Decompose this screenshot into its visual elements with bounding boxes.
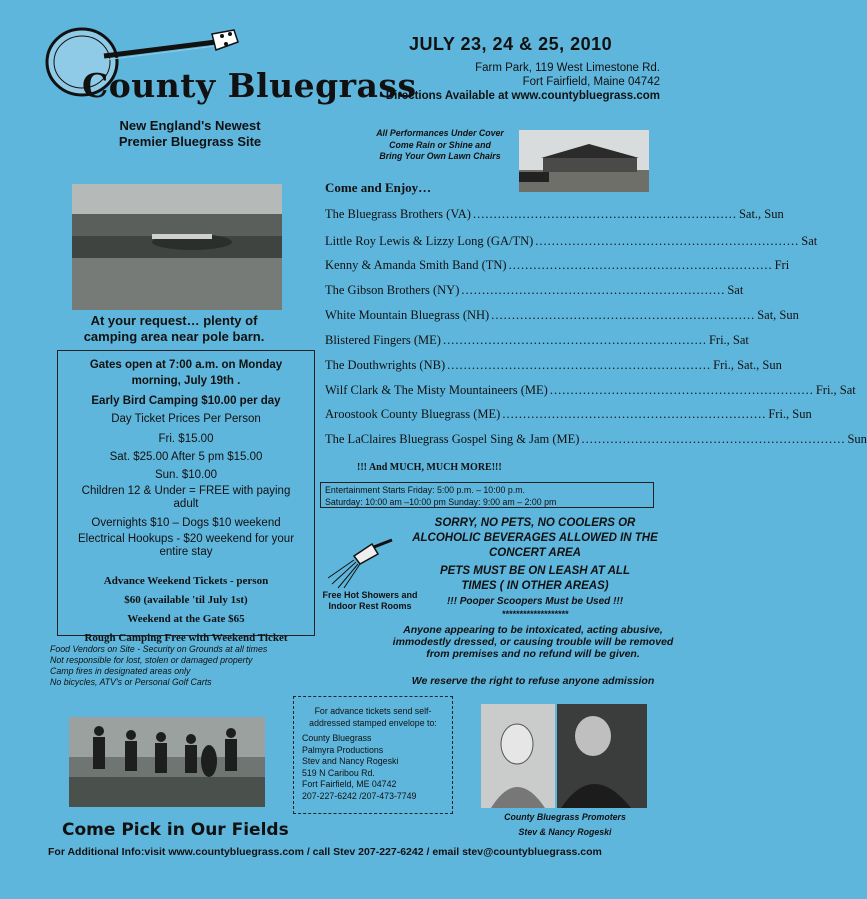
pole-barn-photo <box>519 130 649 192</box>
band-row <box>325 234 818 249</box>
band-days: Fri., Sat <box>815 383 856 397</box>
mail-heading: For advance tickets send self-addressed stamped envelope to: <box>309 706 437 728</box>
aerial-photo <box>72 184 282 310</box>
band-days: Sun <box>847 432 867 446</box>
mail-line: Stev and Nancy Rogeski <box>302 756 399 766</box>
address-line: Farm Park, 119 West Limestone Rd. <box>475 62 660 74</box>
vendors-line: No bicycles, ATV's or Personal Golf Carts <box>50 677 212 687</box>
camping-note <box>62 313 286 345</box>
band-days: Sat <box>727 283 744 297</box>
band-days: Fri <box>774 258 790 272</box>
reserve-right: We reserve the right to refuse anyone admission <box>411 675 655 687</box>
overnights: Overnights $10 – Dogs $10 weekend <box>91 517 281 529</box>
band-name: The Bluegrass Brothers (VA) <box>325 207 471 221</box>
vendors-line: Food Vendors on Site - Security on Grounds at all times <box>50 644 268 654</box>
band-name: Little Roy Lewis & Lizzy Long (GA/TN) <box>325 234 534 248</box>
promoters-line: County Bluegrass Promoters <box>504 812 626 822</box>
showers-line: Free Hot Showers and <box>322 590 418 600</box>
price-sun: Sun. $10.00 <box>154 469 218 481</box>
band-name: Aroostook County Bluegrass (ME) <box>325 407 501 421</box>
band-row <box>325 407 812 422</box>
price-fri: Fri. $15.00 <box>158 433 214 445</box>
entertainment-hours <box>320 482 654 508</box>
leader-dots: ................................................................ <box>535 234 800 248</box>
shower-icon <box>326 536 400 590</box>
leader-dots: ................................................................ <box>491 308 756 322</box>
mail-line: Palmyra Productions <box>302 744 384 755</box>
conduct-note: Anyone appearing to be intoxicated, acting abusive, immodestly dressed, or causing trouble will be removed from premises and no refund will be given. <box>392 624 674 660</box>
hours-line: Saturday: 10:00 am –10:00 pm Sunday: 9:00 am – 2:00 pm <box>325 497 557 507</box>
mail-order-box <box>293 696 453 814</box>
leader-dots: ................................................................ <box>447 358 712 372</box>
gates-open: Gates open at 7:00 a.m. on Monday morning, July 19th . <box>89 359 283 387</box>
band-name: White Mountain Bluegrass (NH) <box>325 308 490 322</box>
hours-line: Entertainment Starts Friday: 5:00 p.m. – 10:00 p.m. <box>325 485 525 495</box>
band-name: The LaClaires Bluegrass Gospel Sing & Jam (ME) <box>325 432 580 446</box>
mail-line: 519 N Caribou Rd. <box>302 767 375 778</box>
band-row <box>325 432 867 447</box>
price-sat: Sat. $25.00 After 5 pm $15.00 <box>109 451 263 463</box>
policy-line: !!! Pooper Scoopers Must be Used !!! <box>446 596 624 607</box>
tagline-line: New England's Newest <box>119 118 261 133</box>
band-days: Sat., Sun <box>738 207 784 221</box>
band-days: Sat, Sun <box>757 308 799 322</box>
policy-line: PETS MUST BE ON LEASH AT ALL <box>440 565 630 577</box>
band-row <box>325 258 790 273</box>
band-name: The Gibson Brothers (NY) <box>325 283 460 297</box>
mail-line: 207-227-6242 /207-473-7749 <box>302 790 417 801</box>
advance-heading: Advance Weekend Tickets - person <box>103 575 269 587</box>
leader-dots: ................................................................ <box>581 432 846 446</box>
band-row <box>325 333 749 348</box>
gate-price: Weekend at the Gate $65 <box>127 613 245 625</box>
band-photo <box>69 717 265 807</box>
band-days: Sat <box>801 234 818 248</box>
band-days: Fri., Sun <box>768 407 812 421</box>
vendors-line: Camp fires in designated areas only <box>50 666 191 676</box>
policy-line: ******************* <box>501 609 569 619</box>
rough-camping: Rough Camping Free with Weekend Ticket <box>84 632 288 644</box>
venue-address <box>360 61 660 103</box>
day-ticket-heading: Day Ticket Prices Per Person <box>111 413 261 425</box>
advance-price: $60 (available 'til July 1st) <box>124 594 248 606</box>
policies <box>400 516 670 619</box>
leader-dots: ................................................................ <box>502 407 767 421</box>
directions-link[interactable]: Directions Available at www.countybluegrass.com <box>385 90 660 102</box>
cover-note <box>360 128 520 163</box>
cover-note-line: All Performances Under Cover <box>376 128 504 138</box>
band-days: Fri., Sat., Sun <box>713 358 782 372</box>
policy-line: TIMES ( IN OTHER AREAS) <box>461 580 609 592</box>
camping-line: camping area near pole barn. <box>83 329 265 344</box>
children-note: Children 12 & Under = FREE with paying adult <box>81 485 291 510</box>
band-row <box>325 283 744 298</box>
policy-line: CONCERT AREA <box>488 547 581 559</box>
leader-dots: ................................................................ <box>461 283 726 297</box>
much-more: !!! And MUCH, MUCH MORE!!! <box>357 462 502 473</box>
policy-line: SORRY, NO PETS, NO COOLERS OR <box>434 517 636 529</box>
vendors-line: Not responsible for lost, stolen or damaged property <box>50 655 253 665</box>
mail-line: County Bluegrass <box>302 733 372 743</box>
logo-text: County Bluegrass <box>82 66 417 105</box>
slogan: Come Pick in Our Fields <box>62 820 289 840</box>
showers-line: Indoor Rest Rooms <box>328 601 412 611</box>
band-name: Wilf Clark & The Misty Mountaineers (ME) <box>325 383 548 397</box>
band-days: Fri., Sat <box>708 333 749 347</box>
leader-dots: ................................................................ <box>549 383 814 397</box>
showers-note <box>315 590 425 612</box>
leader-dots: ................................................................ <box>472 207 737 221</box>
policy-line: ALCOHOLIC BEVERAGES ALLOWED IN THE <box>412 532 658 544</box>
promoters-caption <box>480 810 650 840</box>
event-dates: JULY 23, 24 & 25, 2010 <box>409 34 613 54</box>
lineup-heading: Come and Enjoy… <box>325 180 432 195</box>
promoters-line: Stev & Nancy Rogeski <box>518 827 612 837</box>
band-name: The Douthwrights (NB) <box>325 358 446 372</box>
address-line: Fort Fairfield, Maine 04742 <box>522 76 660 88</box>
cover-note-line: Come Rain or Shine and <box>389 139 491 150</box>
band-name: Blistered Fingers (ME) <box>325 333 441 347</box>
tagline <box>90 118 290 150</box>
promoters-photo <box>481 704 647 808</box>
band-row <box>325 383 856 398</box>
camping-line: At your request… plenty of <box>90 313 258 328</box>
electrical-hookups: Electrical Hookups - $20 weekend for your entire stay <box>77 533 295 558</box>
mail-line: Fort Fairfield, ME 04742 <box>302 779 397 789</box>
footer-contact: For Additional Info:visit www.countybluegrass.com / call Stev 207-227-6242 / email stev@countybluegrass.com <box>48 846 602 858</box>
tagline-line: Premier Bluegrass Site <box>118 134 262 149</box>
leader-dots: ................................................................ <box>442 333 707 347</box>
leader-dots: ................................................................ <box>508 258 773 272</box>
gates-pricing-box <box>57 350 315 644</box>
band-row <box>325 358 782 373</box>
band-row <box>325 207 784 222</box>
vendors-note <box>50 644 310 688</box>
band-row <box>325 308 799 323</box>
cover-note-line: Bring Your Own Lawn Chairs <box>379 151 501 161</box>
band-name: Kenny & Amanda Smith Band (TN) <box>325 258 507 272</box>
early-bird: Early Bird Camping $10.00 per day <box>91 395 281 407</box>
